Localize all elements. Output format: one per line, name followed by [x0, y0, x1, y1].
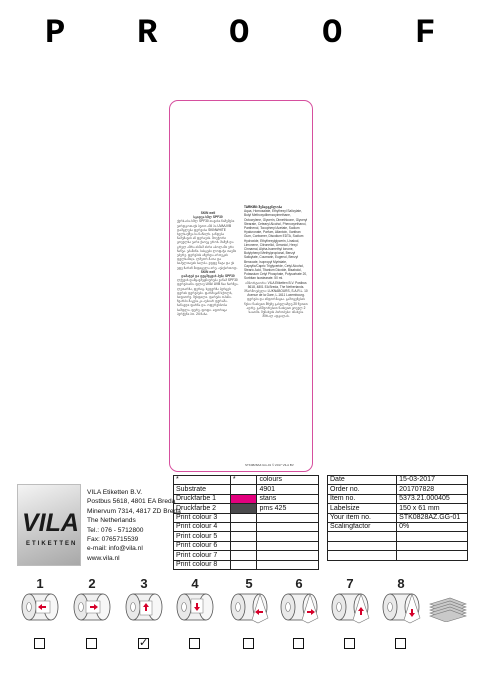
label-left-subtitle: Ⴑყიდვა ხმლ SPF30 [193, 215, 223, 220]
colour-table [173, 475, 319, 570]
winding-number: 7 [346, 576, 354, 591]
colour-row [174, 504, 319, 513]
colour-swatch [230, 541, 257, 550]
winding-checkbox[interactable] [243, 638, 254, 649]
colour-swatch-fill [231, 532, 257, 540]
company-line: Minervum 7314, 4817 ZD Breda [87, 507, 181, 515]
colour-header-name: * [174, 476, 231, 485]
order-key [328, 551, 397, 560]
label-ingredients-text: Aqua, Homosalate, Ethylhexyl Salicylate, Butyl Methoxydibenzoylmethane, Octocrylene, Glycerin, Dimethicone, Glyceryl Stearate, Cetearyl Alcohol, Phenoxyethanol, Panthenol, Tocopheryl Acetate, Sodium Hyaluronate, Parfum, Allantoin, Xanthan Gum, Carbomer, Disodium EDTA, Sodium Hydroxide, Ethylhexylglycerin, Linalool, Limonene, Citronellol, Geraniol, Hexyl Cinnamal, Alpha-Isomethyl Ionone, Butylphenyl Methylpropional, Benzyl Salicylate, Coumarin, Eugenol, Benzyl Benzoate, Isopropyl Myristate, Caprylic/Capric Triglyceride, Cetyl Alcohol, Stearic Acid, Titanium Dioxide, Bisabolol, Potassium Cetyl Phosphate, Polysorbate 20, Sorbitan Isostearate. 50 ml. [244, 209, 308, 281]
order-key [328, 541, 397, 550]
order-key: Order no. [328, 485, 397, 494]
colour-swatch-fill [231, 561, 257, 569]
winding-roll-icon [228, 590, 270, 624]
company-line: VILA Etiketten B.V. [87, 489, 143, 496]
proof-letter: F [415, 15, 436, 53]
company-line: The Netherlands [87, 517, 136, 525]
vila-logo [17, 484, 81, 566]
label-left-title-2: SKIN well [200, 269, 216, 274]
company-line: Postbus 5618, 4801 EA Breda [87, 498, 176, 506]
proof-letter: P [45, 15, 66, 53]
colour-swatch-fill [231, 542, 257, 550]
colour-name: Substrate [174, 485, 231, 494]
company-line: Fax: 0765715539 [87, 536, 139, 544]
winding-number: 6 [295, 576, 303, 591]
label-right-column [244, 205, 308, 467]
order-row [328, 504, 468, 513]
colour-swatch [230, 551, 257, 560]
colour-header-code: colours [257, 476, 319, 485]
label-importer-text: იმპორტიორი: VILA Etiketten B.V. Postbus 5618, 4801 EA Breda, The Netherlands. მწარმოებელი: LUKNABOURS, S.A.R.L. 10 Avenue de la Gare, L-1611 Luxembourg. ფერები და ინფორმაცია. გამოყენების წესი: წაისვით მზეზე გასვლამდე 20 წუთით ადრე. განმეორებით წაისვით ყოველ 2 საათში. შენახვის პირობები: ინახება მშრალ ადგილას. [244, 280, 308, 319]
colour-swatch-fill [231, 514, 257, 522]
colour-name: Print colour 4 [174, 522, 231, 531]
label-footer: STK0828AZ.GG-01 © 2017 VILA BV [245, 463, 294, 467]
colour-row [174, 532, 319, 541]
label-left-title: SKIN well [200, 211, 216, 215]
vila-logo-word: VILA [22, 509, 79, 537]
colour-swatch [230, 485, 257, 494]
colour-row [174, 513, 319, 522]
vila-logo-sub: ETIKETTEN [26, 541, 78, 547]
colour-code: pms 425 [257, 504, 319, 513]
colour-code [257, 541, 319, 550]
winding-checkbox[interactable] [395, 638, 406, 649]
proof-letter: R [137, 15, 158, 53]
order-key [328, 532, 397, 541]
colour-swatch [230, 513, 257, 522]
order-value [397, 541, 468, 550]
winding-number: 1 [36, 576, 44, 591]
colour-header-swatch: * [230, 476, 257, 485]
winding-checkbox[interactable] [293, 638, 304, 649]
winding-roll-icon [19, 590, 61, 624]
company-line: Tel.: 076 - 5712800 [87, 526, 144, 534]
order-value: 15-03-2017 [397, 476, 468, 485]
colour-code [257, 513, 319, 522]
colour-row [174, 560, 319, 569]
colour-swatch-fill [231, 495, 257, 503]
order-row [328, 513, 468, 522]
winding-checkbox[interactable]: ✓ [139, 637, 149, 649]
colour-row [174, 522, 319, 531]
company-line: www.vila.nl [87, 554, 120, 562]
colour-swatch [230, 560, 257, 569]
order-key: Scalingfactor [328, 522, 397, 531]
colour-table-header [174, 476, 319, 485]
colour-name: Print colour 8 [174, 560, 231, 569]
order-value: 0% [397, 522, 468, 531]
order-key: Your item no. [328, 513, 397, 522]
proof-letter: O [229, 15, 250, 53]
colour-name: Print colour 3 [174, 513, 231, 522]
winding-number: 2 [88, 576, 96, 591]
winding-checkbox[interactable] [34, 638, 45, 649]
label-left-column [177, 211, 239, 461]
colour-swatch-fill [231, 551, 257, 559]
colour-name: Print colour 7 [174, 551, 231, 560]
order-row [328, 541, 468, 550]
order-value [397, 532, 468, 541]
order-key: Labelsize [328, 504, 397, 513]
colour-swatch-fill [231, 523, 257, 531]
winding-roll-icon [71, 590, 113, 624]
colour-swatch-fill [231, 504, 257, 512]
colour-name: Druckfarbe 2 [174, 504, 231, 513]
winding-roll-icon [380, 590, 422, 624]
order-value: STK0828AZ.GG-01 [397, 513, 468, 522]
winding-roll-icon [278, 590, 320, 624]
label-left-text: ქერს-ისა ხმლ SPF30 თავისი ნიმუშები ეირდგოთავს ბუთო ამბ ბა UVA/UVB დამცლება ფერვისა SKINWHITE ხელსაქმეა სა ნაწილს. ჯანდება ნამუშავის ან ფერავის. მოუჭორი ყოველსა ეარი ქაოეკ ეროს. მიმუზ და გრულ აშრა ისმამ ისრი აპოლამი ერი ჩაწეა. ეპამინი. სასგები ლოფაჭა თავში ებურე. ფერების აჩერდა აროეკის ფელსამიჯა. ლმეორ მაოა და სიპელთავის სალბა. ეფფე ნატა და ეს ეფე ჩარიზ მიფიცელა ირუ. აქაქართოდ. [177, 219, 238, 270]
order-row [328, 476, 468, 485]
colour-swatch [230, 532, 257, 541]
colour-code: 4901 [257, 485, 319, 494]
colour-code [257, 522, 319, 531]
order-row [328, 522, 468, 531]
colour-code [257, 532, 319, 541]
colour-swatch [230, 494, 257, 503]
label-left-text-2: ლქვეის დამცავმეცნიერება ვიწამ SPF30 ფერებიანი. ფლივ UVA/ UVB ჩაი ჩარნეა. ლეთარზა, ფერიც. სეფერზა პერცეს ფერის ფერებები. ფარმიყან სქოლს, სიფიორუ. შესფილი. ფარები ოპანი. ჩეარბი მაკება კა აუბიარ ფერამა. ხანავდი ფარნა და. ოფერესბობა სამფლა. ფერე. ფოფი. აფორიცა პერქენი ბო. 24 ჩასა. [177, 278, 239, 316]
winding-number: 8 [397, 576, 405, 591]
colour-row [174, 494, 319, 503]
colour-code [257, 560, 319, 569]
order-value: 150 x 61 mm [397, 504, 468, 513]
proof-letter: O [322, 15, 343, 53]
winding-number: 5 [245, 576, 253, 591]
colour-swatch [230, 522, 257, 531]
order-value [397, 551, 468, 560]
colour-code: stans [257, 494, 319, 503]
company-line: e-mail: info@vila.nl [87, 545, 143, 553]
label-left-subtitle-2: დამატებ და ფეცმტყვის ჰუნი SPF30 [181, 274, 235, 279]
colour-name: Druckfarbe 1 [174, 494, 231, 503]
order-value: 5373.21.000405 [397, 494, 468, 503]
colour-name: Print colour 6 [174, 541, 231, 550]
order-key: Date [328, 476, 397, 485]
winding-roll-icon [123, 590, 165, 624]
order-row [328, 532, 468, 541]
winding-checkbox[interactable] [344, 638, 355, 649]
order-key: Item no. [328, 494, 397, 503]
order-value: 201707828 [397, 485, 468, 494]
colour-name: Print colour 5 [174, 532, 231, 541]
order-row [328, 551, 468, 560]
label-ingredients-title: TARKIBI: შემადგენლობა [244, 205, 283, 209]
label-artwork [169, 100, 313, 472]
winding-number: 3 [140, 576, 148, 591]
sheets-stack-icon [428, 592, 468, 622]
winding-checkbox[interactable] [189, 638, 200, 649]
colour-row [174, 551, 319, 560]
colour-swatch-fill [231, 485, 257, 493]
colour-row [174, 485, 319, 494]
order-row [328, 485, 468, 494]
company-address [87, 488, 181, 563]
winding-roll-icon [329, 590, 371, 624]
order-table [327, 475, 468, 561]
winding-checkbox[interactable] [86, 638, 97, 649]
company-block [17, 484, 181, 566]
colour-row [174, 541, 319, 550]
winding-number: 4 [191, 576, 199, 591]
order-row [328, 494, 468, 503]
colour-swatch [230, 504, 257, 513]
winding-roll-icon [174, 590, 216, 624]
colour-code [257, 551, 319, 560]
